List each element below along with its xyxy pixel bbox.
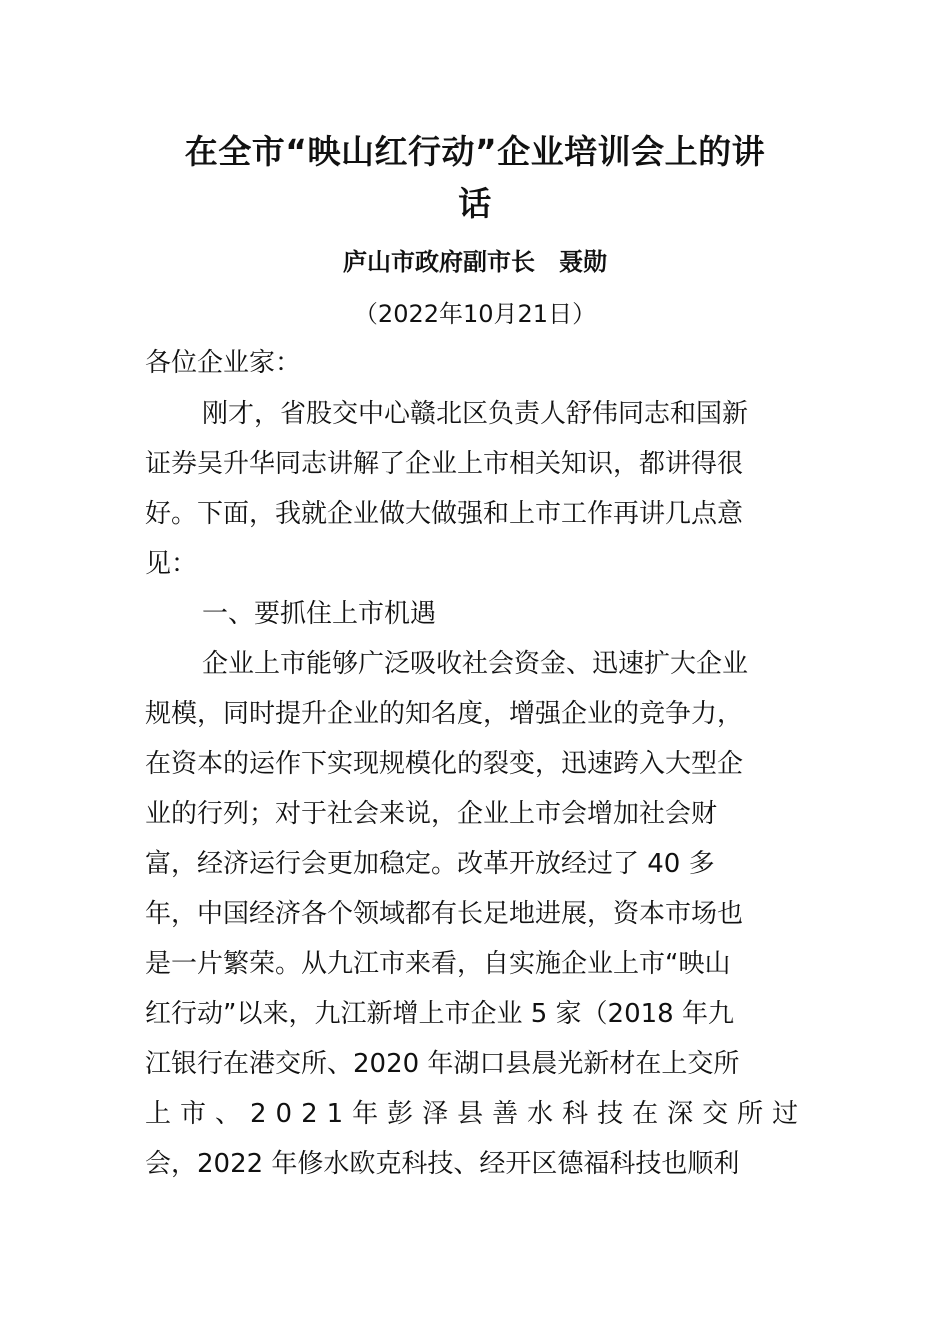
body-line: 在资本的运作下实现规模化的裂变，迅速跨入大型企 [145, 749, 744, 779]
speaker-byline: 庐山市政府副市长 聂勋 [343, 248, 607, 276]
body-line: 富，经济运行会更加稳定。改革开放经过了 40 多 [145, 849, 715, 879]
body-line: 企业上市能够广泛吸收社会资金、迅速扩大企业 [202, 649, 749, 679]
body-line: 刚才，省股交中心赣北区负责人舒伟同志和国新 [202, 399, 749, 429]
salutation: 各位企业家： [145, 348, 302, 378]
body-line: 江银行在港交所、2020 年湖口县晨光新材在上交所 [145, 1049, 740, 1079]
body-line: 红行动”以来，九江新增上市企业 5 家（2018 年九 [145, 999, 734, 1029]
body-line: 业的行列；对于社会来说，企业上市会增加社会财 [145, 799, 718, 829]
document-title-line-2: 话 [458, 184, 492, 223]
section-heading: 一、要抓住上市机遇 [202, 599, 437, 629]
body-line: 规模，同时提升企业的知名度，增强企业的竞争力， [145, 699, 744, 729]
document-title-line-1: 在全市“映山红行动”企业培训会上的讲 [184, 132, 766, 171]
body-line: 见： [145, 549, 198, 579]
body-line: 是一片繁荣。从九江市来看，自实施企业上市“映山 [145, 949, 731, 979]
body-line: 好。下面，我就企业做大做强和上市工作再讲几点意 [145, 499, 744, 529]
body-line: 会，2022 年修水欧克科技、经开区德福科技也顺利 [145, 1149, 740, 1179]
body-line: 证券吴升华同志讲解了企业上市相关知识，都讲得很 [145, 449, 744, 479]
body-line: 年，中国经济各个领域都有长足地进展，资本市场也 [145, 899, 744, 929]
body-line: 上市、2021年彭泽县善水科技在深交所过 [145, 1099, 808, 1129]
speech-date: （2022年10月21日） [353, 300, 597, 328]
